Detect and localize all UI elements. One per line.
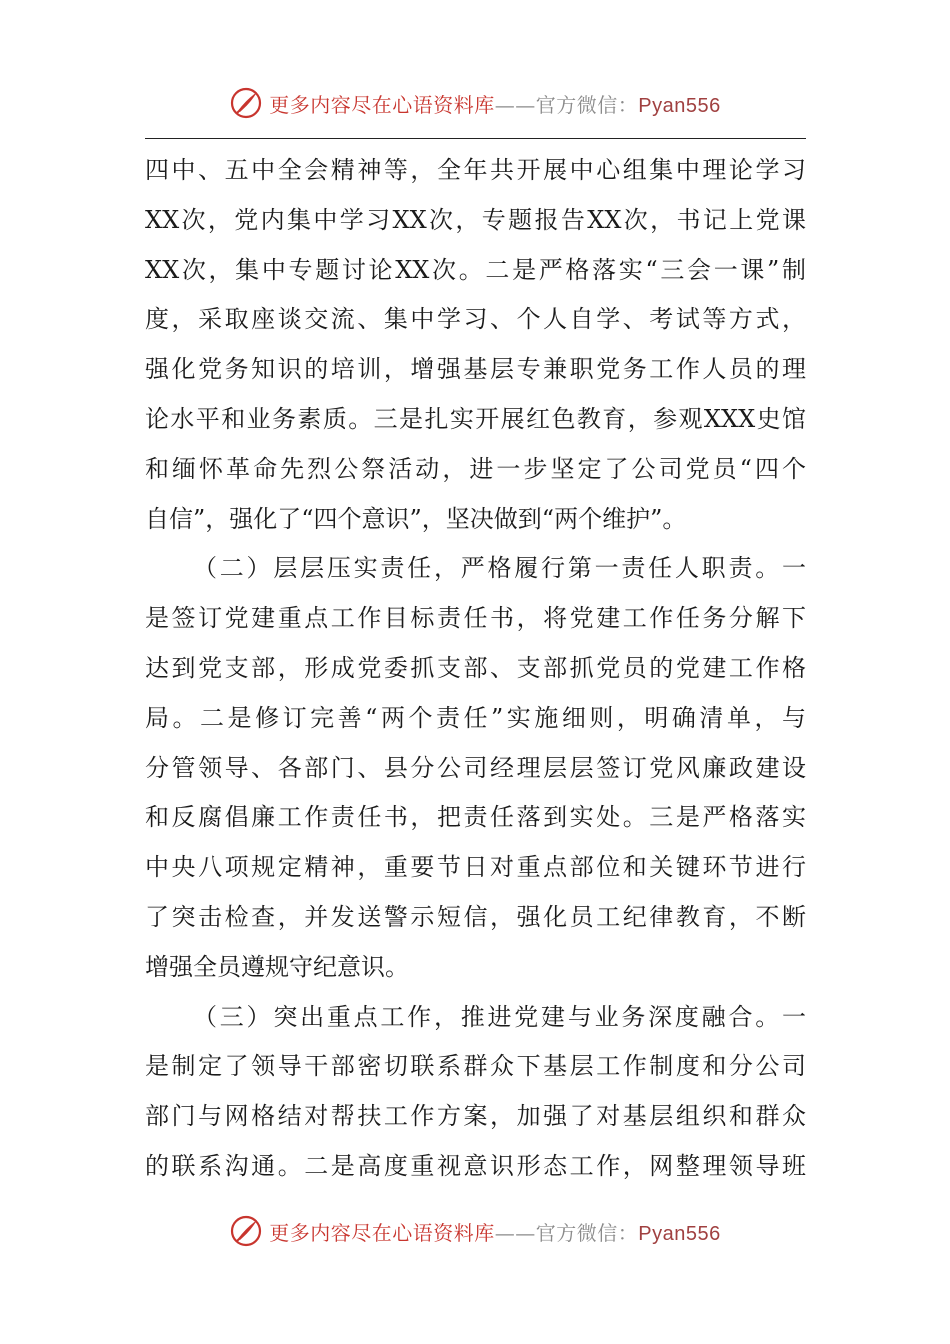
footer-contact-label: 官方微信：	[535, 1220, 639, 1245]
text-line: 四中、五中全会精神等，全年共开展中心组集中理论学习	[145, 156, 806, 184]
text-line: XX次，党内集中学习XX次，专题报告XX次，书记上党课	[145, 205, 806, 234]
text-line: 达到党支部，形成党委抓支部、支部抓党员的党建工作格	[145, 653, 806, 682]
header-contact-label: 官方微信：	[535, 92, 639, 117]
text-line: XX次，集中专题讨论XX次。二是严格落实“三会一课”制	[145, 255, 806, 284]
text-line: 度，采取座谈交流、集中学习、个人自学、考试等方式，	[145, 305, 806, 334]
text-line: 局。二是修订完善“两个责任”实施细则，明确清单，与	[145, 703, 806, 732]
text-line: 和缅怀革命先烈公祭活动，进一步坚定了公司党员“四个	[145, 454, 806, 483]
footer-contact-id: Pyan556	[638, 1222, 721, 1245]
text-line: 增强全员遵规守纪意识。	[145, 952, 409, 981]
footer-dash: ——	[494, 1220, 536, 1245]
section-heading-line: （三）突出重点工作，推进党建与业务深度融合。一	[193, 1002, 806, 1031]
text-line: 了突击检查，并发送警示短信，强化员工纪律教育，不断	[145, 902, 806, 931]
text-line: 分管领导、各部门、县分公司经理层层签订党风廉政建设	[145, 753, 806, 782]
document-body	[145, 146, 806, 1192]
text-line: 强化党务知识的培训，增强基层专兼职党务工作人员的理	[145, 355, 806, 384]
footer-banner-text	[269, 1217, 720, 1246]
quill-logo-icon	[229, 1214, 263, 1248]
text-line: 是签订党建重点工作目标责任书，将党建工作任务分解下	[145, 604, 806, 633]
text-line: 自信”，强化了“四个意识”，坚决做到“两个维护”。	[145, 504, 687, 533]
quill-logo-icon	[229, 86, 263, 120]
footer-brand-text: 更多内容尽在心语资料库	[269, 1220, 495, 1245]
header-divider	[145, 138, 806, 139]
header-brand-text: 更多内容尽在心语资料库	[269, 92, 495, 117]
text-line: 的联系沟通。二是高度重视意识形态工作，网整理领导班	[145, 1151, 806, 1180]
text-line: 和反腐倡廉工作责任书，把责任落到实处。三是严格落实	[145, 803, 806, 832]
section-heading-line: （二）层层压实责任，严格履行第一责任人职责。一	[193, 554, 806, 583]
text-line: 是制定了领导干部密切联系群众下基层工作制度和分公司	[145, 1052, 806, 1081]
text-line: 论水平和业务素质。三是扎实开展红色教育，参观XXX史馆	[145, 404, 806, 433]
header-contact-id: Pyan556	[638, 94, 721, 117]
text-line: 中央八项规定精神，重要节日对重点部位和关键环节进行	[145, 853, 806, 882]
header-banner-text	[269, 89, 720, 118]
header-banner	[0, 78, 950, 128]
footer-banner	[0, 1206, 950, 1256]
text-line: 部门与网格结对帮扶工作方案，加强了对基层组织和群众	[145, 1102, 806, 1131]
header-dash: ——	[494, 92, 536, 117]
